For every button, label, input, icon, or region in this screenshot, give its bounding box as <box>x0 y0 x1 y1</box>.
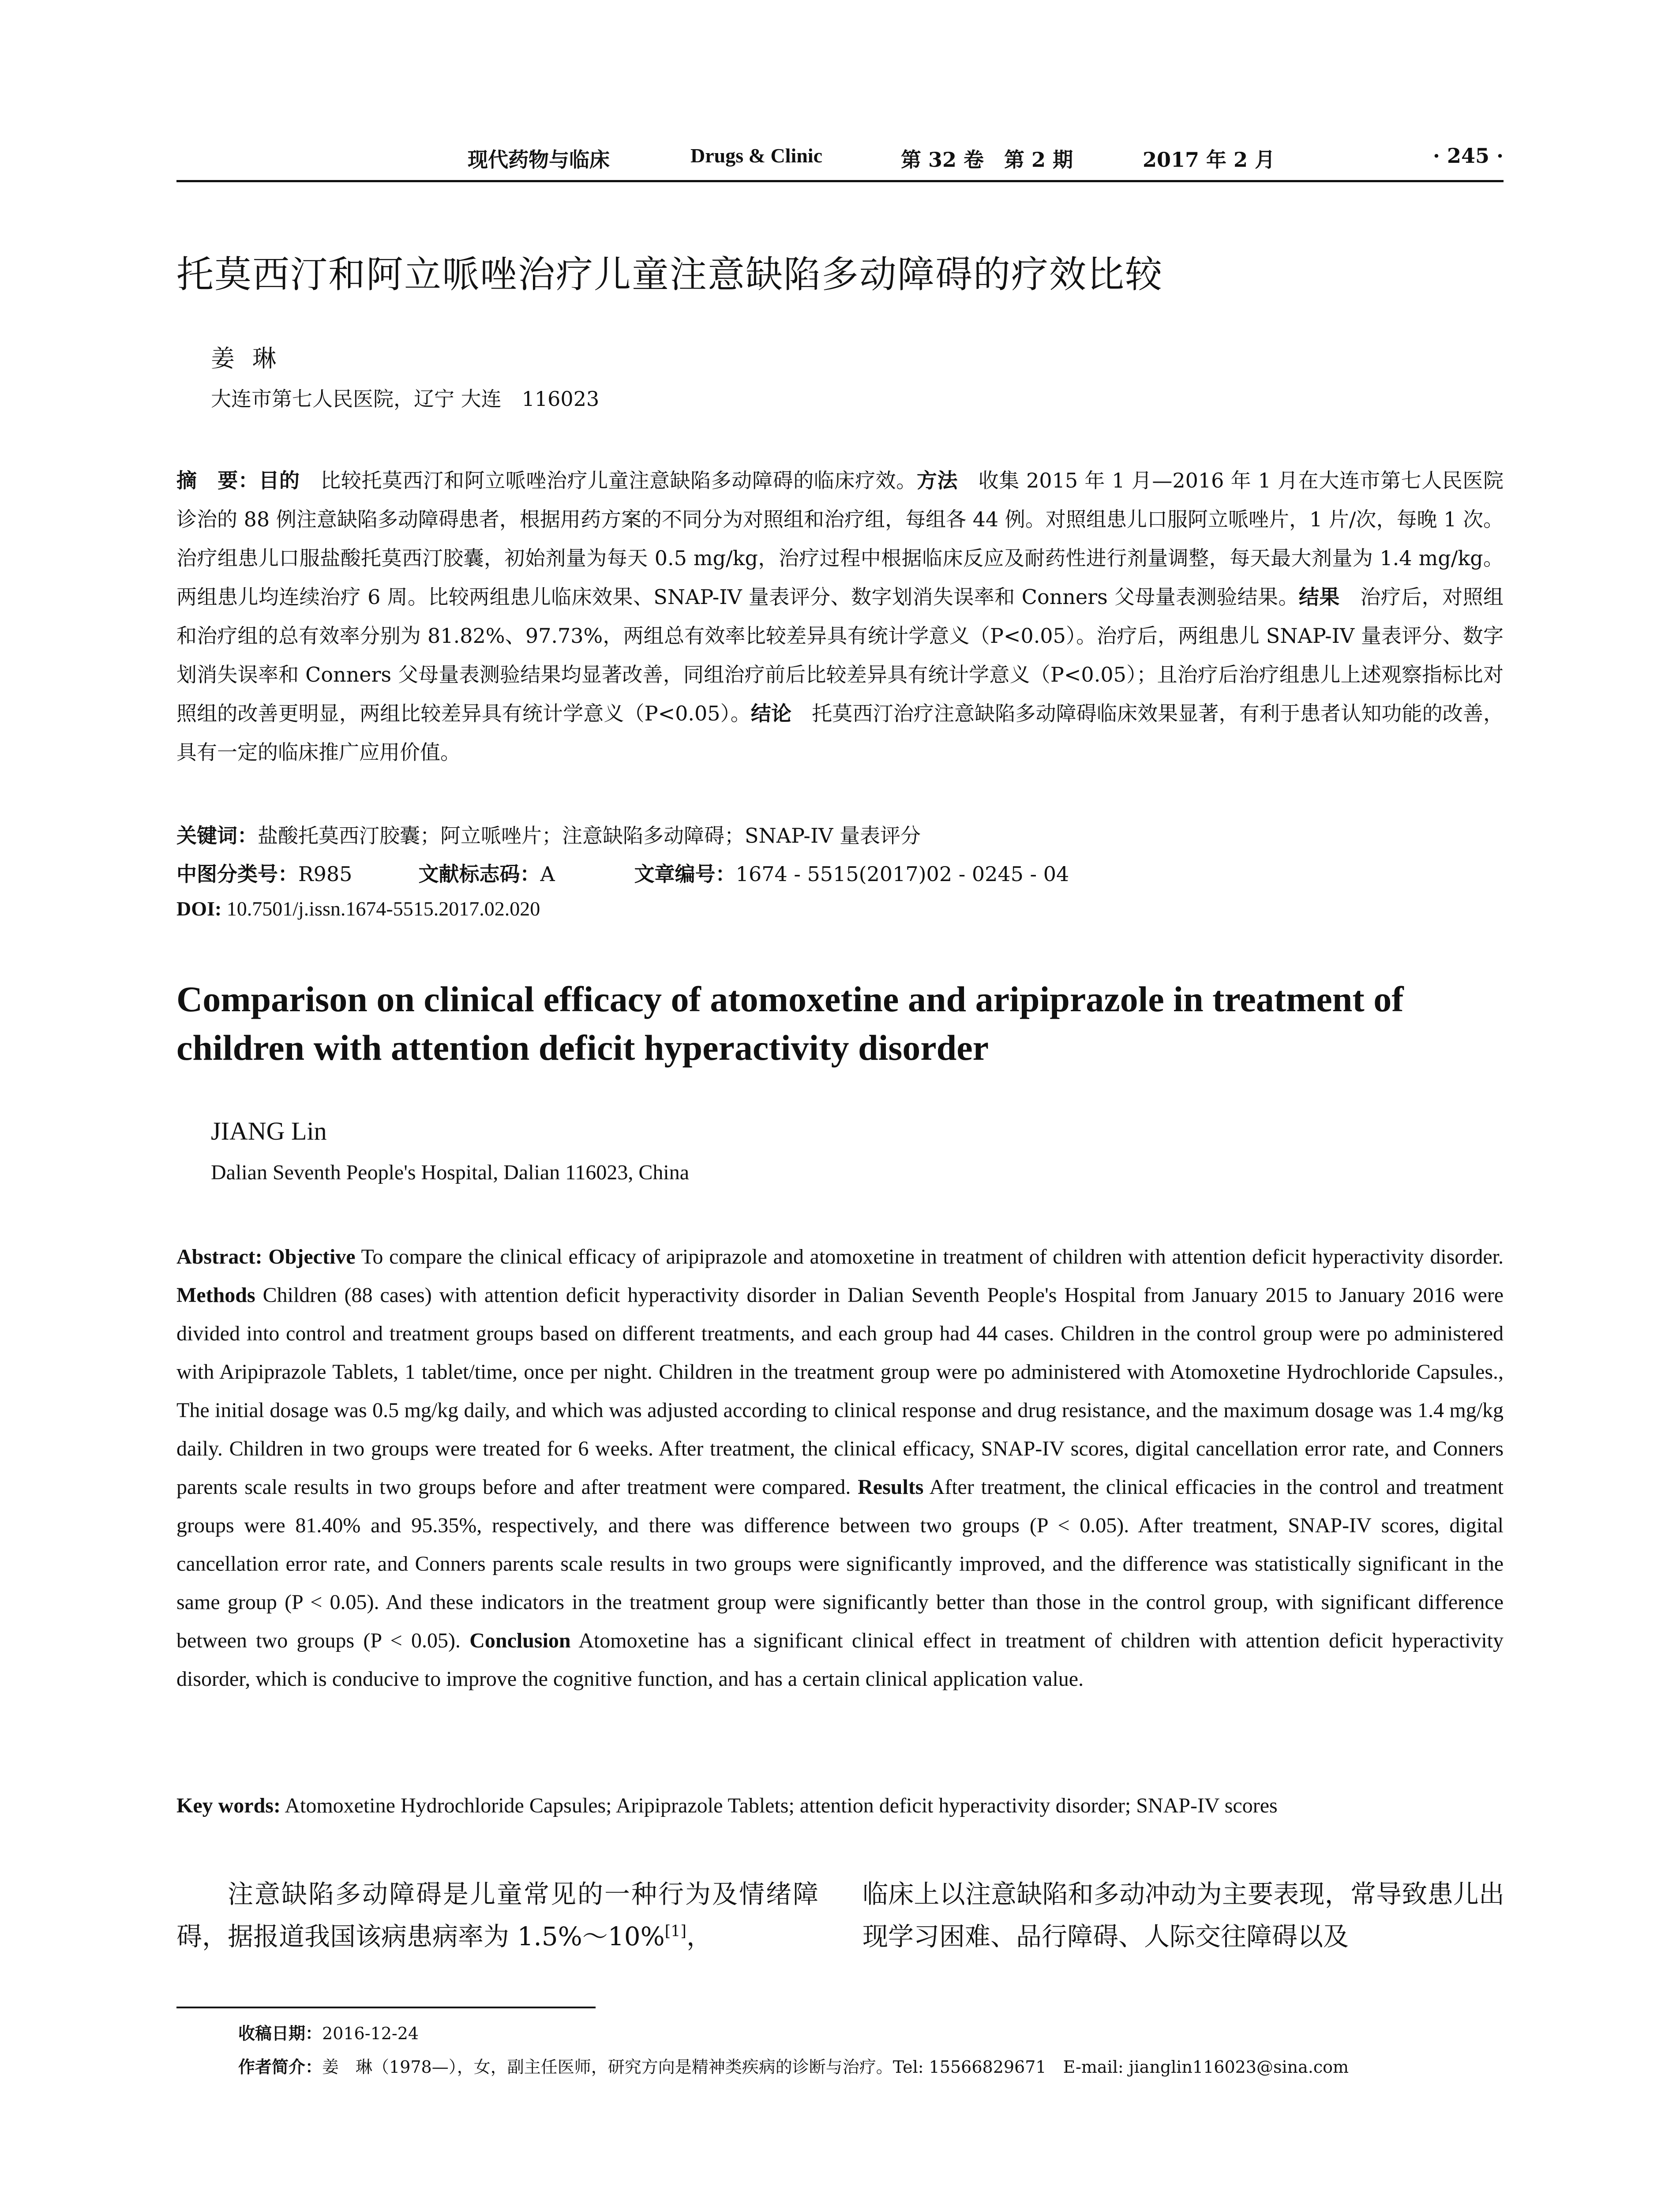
received-label: 收稿日期： <box>238 2024 322 2043</box>
author-name-en: JIANG Lin <box>211 1117 327 1145</box>
footnote-received <box>238 2020 419 2044</box>
keywords-label-en: Key words: <box>176 1794 281 1817</box>
affiliation-cn: 大连市第七人民医院，辽宁 大连 116023 <box>211 387 600 411</box>
doi-label: DOI: <box>176 897 222 920</box>
abstract-label-cn: 摘 要： <box>176 469 259 492</box>
body-column-right <box>862 1873 1504 1958</box>
conclusion-text-cn: 托莫西汀治疗注意缺陷多动障碍临床效果显著，有利于患者认知功能的改善，具有一定的临床推广应用价值。 <box>176 702 1504 764</box>
methods-text-cn: 收集 2015 年 1 月—2016 年 1 月在大连市第七人民医院诊治的 88 例注意缺陷多动障碍患者，根据用药方案的不同分为对照组和治疗组，每组各 44 例。对照组患儿口服阿立哌唑片，1 片/次，每晚 1 次。治疗组患儿口服盐酸托莫西汀胶囊，初始剂量为每天 0.5 mg/kg，治疗过程中根据临床反应及耐药性进行剂量调整，每天最大剂量为 1.4 mg/kg。两组患儿均连续治疗 6 周。比较两组患儿临床效果、SNAP-IV 量表评分、数字划消失误率和 Conners 父母量表测验结果。 <box>176 469 1504 609</box>
journal-name-cn: 现代药物与临床 <box>468 148 610 172</box>
methods-label-en: Methods <box>176 1283 255 1307</box>
results-text-en: After treatment, the clinical efficacies in the control and treatment groups were 81.40% and 95.35%, respectively, and there was difference between two groups (P < 0.05). After treatment, SNAP-IV scores, digital cancellation error rate, and Conners parents scale results in two groups were significantly improved, and the difference was statistically significant in the same group (P < 0.05). And these indicators in the treatment group were significantly better than those in the control group, with significant difference between two groups (P < 0.05). <box>176 1475 1504 1652</box>
journal-name-en: Drugs & Clinic <box>690 144 822 167</box>
abstract-label-en: Abstract: <box>176 1245 269 1268</box>
author-name-cn: 姜琳 <box>211 345 294 372</box>
body-column-left <box>176 1873 818 1958</box>
author-bio-text: 姜 琳（1978—），女，副主任医师，研究方向是精神类疾病的诊断与治疗。Tel: 15566829671 E-mail: jianglin116023@sina.com <box>322 2057 1349 2077</box>
keywords-en <box>176 1793 1504 1818</box>
footnote-author-bio <box>238 2053 1349 2078</box>
results-label-cn: 结果 <box>1298 585 1340 609</box>
keywords-text-cn: 盐酸托莫西汀胶囊；阿立哌唑片；注意缺陷多动障碍；SNAP-IV 量表评分 <box>258 824 921 848</box>
received-date: 2016-12-24 <box>322 2024 419 2043</box>
keywords-label-cn: 关键词： <box>176 824 258 848</box>
abstract-cn <box>176 461 1504 772</box>
affiliation-en: Dalian Seventh People's Hospital, Dalian 116023, China <box>211 1161 690 1184</box>
keywords-cn <box>176 820 921 849</box>
body-paragraph-left: 注意缺陷多动障碍是儿童常见的一种行为及情绪障碍，据报道我国该病患病率为 1.5%～10% <box>176 1879 818 1951</box>
methods-text-en: Children (88 cases) with attention deficit hyperactivity disorder in Dalian Seventh People's Hospital from January 2015 to January 2016 were divided into control and treatment groups based on different treatments, and each group had 44 cases. Children in the control group were po administered with Aripiprazole Tablets, 1 tablet/time, once per night. Children in the treatment group were po administered with Atomoxetine Hydrochloride Capsules., The initial dosage was 0.5 mg/kg daily, and which was adjusted according to clinical response and drug resistance, and the maximum dosage was 1.4 mg/kg daily. Children in two groups were treated for 6 weeks. After treatment, the clinical efficacy, SNAP-IV scores, digital cancellation error rate, and Conners parents scale results in two groups before and after treatment were compared. <box>176 1283 1504 1499</box>
conclusion-text-en: Atomoxetine has a significant clinical effect in treatment of children with attention deficit hyperactivity disorder, which is conducive to improve the cognitive function, and has a certain clinical application value. <box>176 1629 1504 1691</box>
body-paragraph-left-tail: ， <box>686 1921 712 1951</box>
page-number: · 245 · <box>1432 144 1504 168</box>
objective-text-en: To compare the clinical efficacy of aripiprazole and atomoxetine in treatment of children with attention deficit hyperactivity disorder. <box>355 1245 1504 1268</box>
results-label-en: Results <box>858 1475 924 1499</box>
conclusion-label-en: Conclusion <box>469 1629 571 1652</box>
clc-value: R985 <box>298 862 352 886</box>
doi-value[interactable]: 10.7501/j.issn.1674-5515.2017.02.020 <box>221 897 540 920</box>
keywords-text-en: Atomoxetine Hydrochloride Capsules; Aripiprazole Tablets; attention deficit hyperactivity disorder; SNAP-IV scores <box>280 1794 1278 1817</box>
footnote-divider <box>176 2007 596 2008</box>
objective-label-en: Objective <box>268 1245 356 1268</box>
classification-line <box>176 858 1069 887</box>
clc-label: 中图分类号： <box>176 862 298 886</box>
article-no-value: 1674 - 5515(2017)02 - 0245 - 04 <box>735 862 1069 886</box>
author-bio-label: 作者简介： <box>238 2057 322 2077</box>
article-title-cn: 托莫西汀和阿立哌唑治疗儿童注意缺陷多动障碍的疗效比较 <box>176 253 1163 296</box>
citation-ref[interactable]: [1] <box>664 1922 686 1940</box>
doi-line <box>176 897 540 920</box>
volume-issue: 第 32 卷 第 2 期 <box>901 148 1073 172</box>
running-header <box>176 140 1504 182</box>
issue-date: 2017 年 2 月 <box>1143 148 1275 172</box>
objective-text-cn: 比较托莫西汀和阿立哌唑治疗儿童注意缺陷多动障碍的临床疗效。 <box>300 469 917 492</box>
article-title-en: Comparison on clinical efficacy of atomoxetine and aripiprazole in treatment of children with attention deficit hyperactivity disorder <box>176 979 1404 1068</box>
methods-label-cn: 方法 <box>916 469 958 492</box>
article-no-label: 文章编号： <box>634 862 736 886</box>
conclusion-label-cn: 结论 <box>750 702 792 725</box>
doc-code-label: 文献标志码： <box>418 862 540 886</box>
body-paragraph-right: 临床上以注意缺陷和多动冲动为主要表现，常导致患儿出现学习困难、品行障碍、人际交往障碍以及 <box>862 1879 1504 1951</box>
results-text-cn: 治疗后，对照组和治疗组的总有效率分别为 81.82%、97.73%，两组总有效率比较差异具有统计学意义（P<0.05）。治疗后，两组患儿 SNAP-IV 量表评分、数字划消失误率和 Conners 父母量表测验结果均显著改善，同组治疗前后比较差异具有统计学意义（P<0.05）；且治疗后治疗组患儿上述观察指标比对照组的改善更明显，两组比较差异具有统计学意义（P<0.05）。 <box>176 585 1504 725</box>
objective-label-cn: 目的 <box>259 469 300 492</box>
doc-code-value: A <box>540 862 555 886</box>
abstract-en <box>176 1238 1504 1698</box>
